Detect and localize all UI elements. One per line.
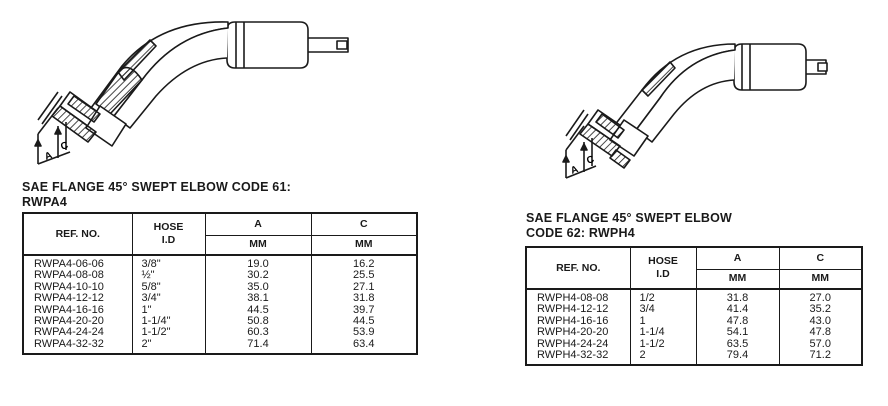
table-row: RWPA4-10-10 5/8" 35.0 27.1 — [23, 282, 417, 293]
header-c-unit: MM — [311, 235, 417, 255]
rwpa4-spec-table — [22, 212, 418, 355]
rwpa4-elbow-drawing — [0, 0, 420, 176]
header-hose-id: HOSE I.D — [132, 213, 205, 255]
table-row: RWPA4-06-06 3/8" 19.0 16.2 — [23, 255, 417, 270]
header-c: C — [779, 247, 862, 269]
rwpa4-caption-line1: SAE FLANGE 45° SWEPT ELBOW CODE 61: — [22, 180, 291, 194]
table-row: RWPH4-08-08 1/2 31.8 27.0 — [526, 289, 862, 304]
table-row: RWPH4-32-32 2 79.4 71.2 — [526, 350, 862, 365]
table-row: RWPA4-24-24 1-1/2" 60.3 53.9 — [23, 327, 417, 338]
header-a: A — [205, 213, 311, 235]
header-a-unit: MM — [696, 269, 779, 289]
table-row: RWPH4-16-16 1 47.8 43.0 — [526, 316, 862, 327]
header-a: A — [696, 247, 779, 269]
header-a-unit: MM — [205, 235, 311, 255]
table-row: RWPA4-20-20 1-1/4" 50.8 44.5 — [23, 316, 417, 327]
table-row: RWPH4-24-24 1-1/2 63.5 57.0 — [526, 339, 862, 350]
rwph4-spec-table — [525, 246, 863, 366]
dim-label-c: C — [585, 154, 596, 167]
rwpa4-panel — [0, 0, 420, 406]
table-row: RWPA4-32-32 2" 71.4 63.4 — [23, 339, 417, 354]
table-row: RWPH4-20-20 1-1/4 54.1 47.8 — [526, 327, 862, 338]
dim-label-a: A — [43, 150, 54, 163]
header-ref-no: REF. NO. — [23, 213, 132, 255]
rwpa4-caption-line2: RWPA4 — [22, 195, 67, 209]
table-row: RWPH4-12-12 3/4 41.4 35.2 — [526, 304, 862, 315]
header-c-unit: MM — [779, 269, 862, 289]
rwph4-caption-line1: SAE FLANGE 45° SWEPT ELBOW — [526, 211, 733, 225]
table-row: RWPA4-08-08 ½" 30.2 25.5 — [23, 270, 417, 281]
dim-label-c: C — [59, 140, 70, 153]
header-c: C — [311, 213, 417, 235]
rwph4-elbow-drawing — [520, 0, 888, 200]
header-hose-id: HOSE I.D — [630, 247, 696, 289]
table-row: RWPA4-16-16 1" 44.5 39.7 — [23, 305, 417, 316]
dim-label-a: A — [569, 164, 580, 177]
rwph4-caption-line2: CODE 62: RWPH4 — [526, 226, 635, 240]
table-row: RWPA4-12-12 3/4" 38.1 31.8 — [23, 293, 417, 304]
header-ref-no: REF. NO. — [526, 247, 630, 289]
rwph4-panel — [520, 0, 888, 406]
